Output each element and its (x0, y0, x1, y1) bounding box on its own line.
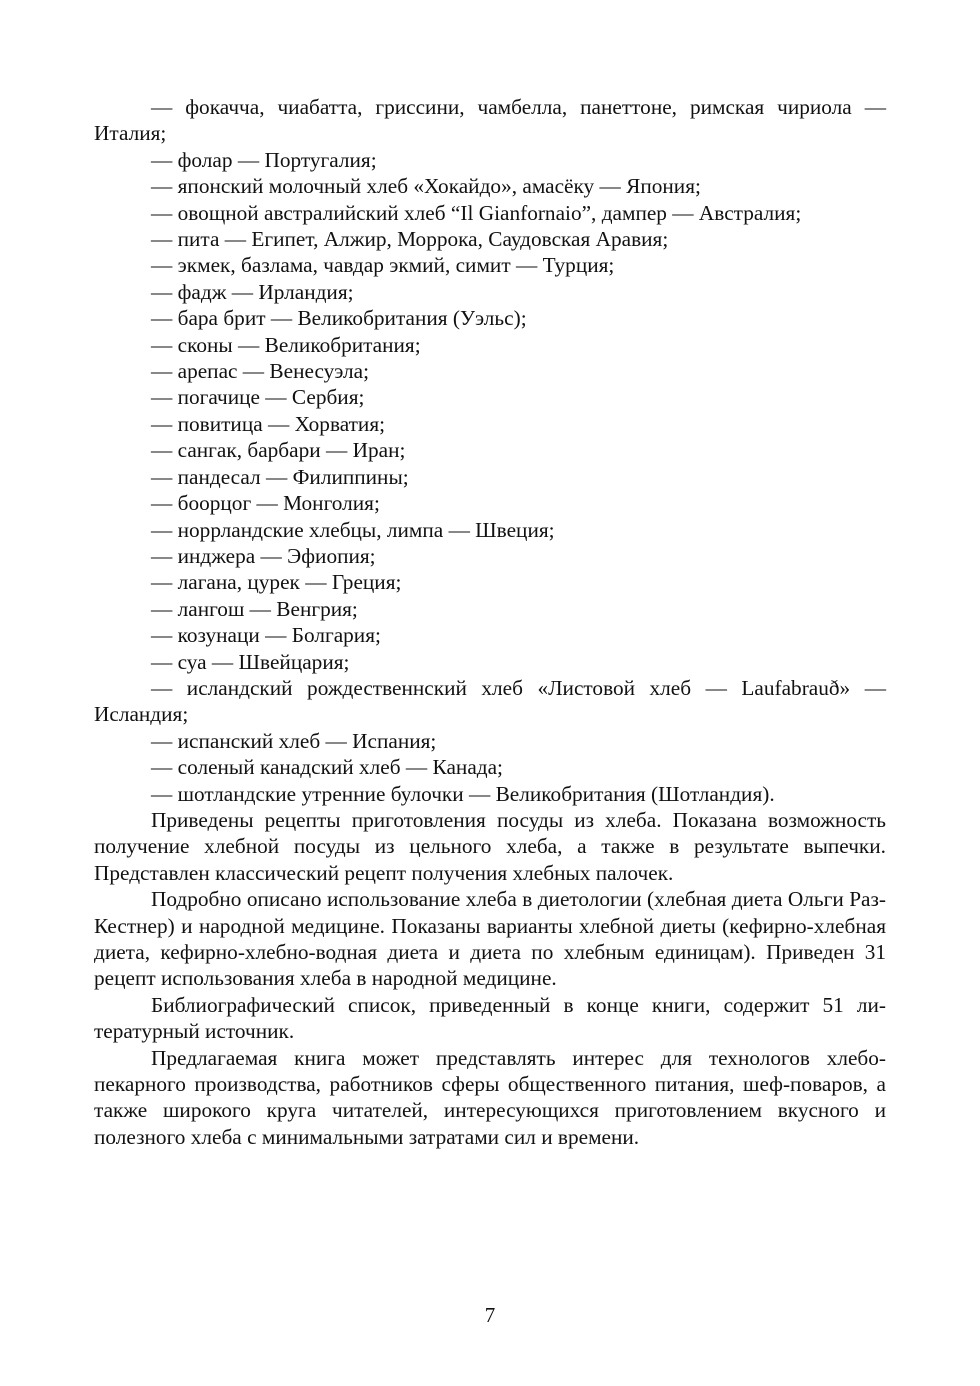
list-item: — японский молочный хлеб «Хокайдо», амасёку — Япония; (151, 174, 701, 199)
list-item: — лангош — Венгрия; (151, 596, 358, 621)
list-item: — соленый канадский хлеб — Канада; (151, 755, 503, 780)
list-item: — сконы — Великобритания; (151, 332, 421, 357)
list-item: — испанский хлеб — Испания; (151, 728, 437, 753)
page-body (94, 94, 886, 1150)
paragraph-recipes: Приведены рецепты приготовления посуды из хлеба. Показана возможность получение хлебной посуды из цельного хлеба, а также в результате выпечки. Представлен классический рецепт получения хлебных палочек. (94, 807, 886, 885)
paragraph-dietology: Подробно описано использование хлеба в диетологии (хлебная диета Ольги Раз-Кестнер) и народной медицине. Показаны варианты хлебной диеты (кефирно-хлебная диета, кефирно-хлебно-водная диета и диета по хлебным единицам). Приведен 31 рецепт использования хлеба в народной медицине. (94, 887, 886, 991)
page-number: 7 (484, 1303, 496, 1327)
list-item: — пандесал — Филиппины; (151, 464, 409, 489)
list-item: — сангак, барбари — Иран; (151, 438, 406, 463)
list-item: — повитица — Хорватия; (151, 411, 386, 436)
list-item: — овощной австралийский хлеб “Il Gianfornaio”, дампер — Австралия; (151, 200, 802, 225)
list-item: — суа — Швейцария; (151, 649, 350, 674)
list-item: — норрландские хлебцы, лимпа — Швеция; (151, 517, 555, 542)
list-item: — пита — Египет, Алжир, Моррока, Саудовская Аравия; (151, 227, 669, 252)
list-item: — бара брит — Великобритания (Уэльс); (151, 306, 527, 331)
list-item: — экмек, базлама, чавдар экмий, симит — Турция; (151, 253, 615, 278)
list-item: — шотландские утренние булочки — Великобритания (Шотландия). (151, 781, 775, 806)
list-item: — инджера — Эфиопия; (151, 543, 376, 568)
list-item: — козунаци — Болгария; (151, 623, 381, 648)
list-item: — фокачча, чиабатта, гриссини, чамбелла, панеттоне, римская чириола — Италия; (94, 95, 886, 146)
list-item: — погачице — Сербия; (151, 385, 365, 410)
list-item: — арепас — Венесуэла; (151, 359, 370, 384)
list-item: — исландский рождественнский хлеб «Листовой хлеб — Laufabrauð» — Исландия; (94, 675, 886, 727)
list-item: — лагана, цурек — Греция; (151, 570, 402, 595)
list-item: — фолар — Португалия; (151, 147, 377, 172)
paragraph-audience: Предлагаемая книга может представлять интерес для технологов хлебопекарного производства, работников сферы общественного питания, шеф-поваров, а также широкого круга читателей, интересующихся приготовлением вкусного и полезного хлеба с минимальными затратами сил и времени. (94, 1045, 886, 1149)
paragraph-bibliography: Библиографический список, приведенный в конце книги, содержит 51 литературный источник. (94, 992, 886, 1044)
list-item: — фадж — Ирландия; (151, 279, 354, 304)
list-item: — боорцог — Монголия; (151, 491, 380, 516)
